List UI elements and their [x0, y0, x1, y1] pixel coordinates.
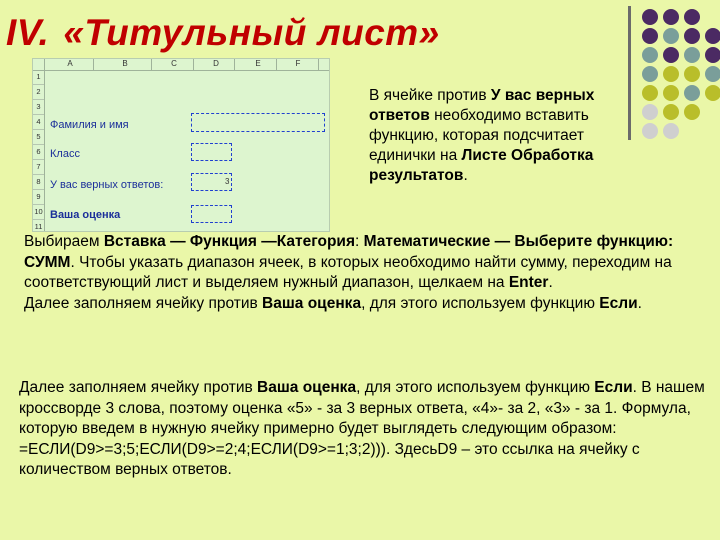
- instruction-paragraph: [24, 232, 714, 314]
- decor-dot: [642, 9, 658, 25]
- column-header-f: F: [295, 59, 301, 68]
- decor-dot: [663, 47, 679, 63]
- text-bold: Ваша оценка: [257, 379, 357, 396]
- decor-dot: [663, 104, 679, 120]
- decor-dot: [705, 28, 720, 44]
- decor-dot: [705, 85, 720, 101]
- class-cell-box: [191, 143, 232, 161]
- decor-dot: [642, 66, 658, 82]
- label-grade: Ваша оценка: [50, 209, 121, 221]
- grade-cell-box: [191, 205, 232, 223]
- column-header-c: C: [171, 59, 177, 68]
- decor-dot: [642, 28, 658, 44]
- text-part: Далее заполняем ячейку против: [24, 294, 263, 312]
- row-number: 4: [36, 117, 41, 126]
- side-text-bold: У вас верных ответов: [369, 87, 595, 124]
- text-part: ЗдесьD9 – это ссылка на ячейку с количеством верных ответов.: [19, 440, 640, 478]
- decor-dot: [663, 85, 679, 101]
- side-text-part: .: [463, 167, 468, 184]
- decor-dot: [684, 47, 700, 63]
- side-text-part: необходимо вставить функцию, которая подсчитает единички на: [369, 107, 589, 164]
- text-part: Далее заполняем ячейку против: [19, 379, 258, 396]
- decor-dot: [684, 28, 700, 44]
- side-text-bold: Листе Обработка результатов: [369, 147, 594, 184]
- decor-dot: [663, 123, 679, 139]
- column-header-d: D: [213, 59, 219, 68]
- decor-dot: [642, 47, 658, 63]
- decor-dot: [663, 28, 679, 44]
- column-header-b: B: [122, 59, 128, 68]
- decor-dot: [684, 66, 700, 82]
- text-part: . В нашем кроссворде 3 слова, поэтому оценка «5» - за 3 верных ответа, «4»- за 2, «3» - за 1. Формула, которую введем в нужную ячейку примерно будет выглядеть следующим образом:: [19, 379, 705, 437]
- decor-dot: [663, 66, 679, 82]
- decor-dot: [684, 85, 700, 101]
- column-header-e: E: [255, 59, 261, 68]
- decor-dot: [663, 9, 679, 25]
- decor-dot: [684, 9, 700, 25]
- text-bold: Математические — Выберите функцию: СУММ: [24, 233, 674, 271]
- text-part: . Чтобы указать диапазон ячеек, в которых необходимо найти сумму, переходим на соответствующий лист и выделяем нужный диапазон, щелкаем на: [24, 253, 672, 291]
- label-correct-answers: У вас верных ответов:: [50, 179, 164, 191]
- decor-dot: [642, 85, 658, 101]
- side-text-part: В ячейке против: [369, 87, 491, 104]
- decor-dot: [705, 47, 720, 63]
- text-bold: Enter: [508, 274, 549, 291]
- column-header-bar: [33, 59, 329, 71]
- text-part: .: [548, 274, 553, 291]
- text-part: Выбираем: [24, 233, 104, 250]
- formula-paragraph: [19, 378, 714, 481]
- slide-number: IV.: [6, 12, 50, 53]
- row-number: 3: [36, 102, 41, 111]
- text-part: .: [637, 294, 642, 312]
- text-bold: Вставка — Функция —Категория: [103, 233, 356, 250]
- text-part: :: [355, 233, 364, 250]
- label-class: Класс: [50, 148, 80, 160]
- decor-dot: [705, 66, 720, 82]
- decor-dot: [642, 123, 658, 139]
- correct-cell-value: 3: [225, 177, 230, 186]
- text-bold: Если: [599, 294, 638, 312]
- row-number: 2: [36, 87, 41, 96]
- row-number: 11: [34, 222, 43, 231]
- formula-text: =ЕСЛИ(D9>=3;5;ЕСЛИ(D9>=2;4;ЕСЛИ(D9>=1;3;2))).: [19, 440, 391, 458]
- decor-dot: [684, 104, 700, 120]
- decor-dot: [642, 104, 658, 120]
- side-text: [369, 86, 631, 186]
- row-number: 1: [36, 72, 41, 81]
- row-header-bar: [33, 70, 45, 231]
- row-number: 9: [36, 192, 41, 201]
- name-cell-box: [191, 113, 325, 132]
- row-number: 6: [36, 147, 41, 156]
- column-header-a: A: [67, 59, 73, 68]
- text-bold: Ваша оценка: [262, 294, 362, 312]
- row-number: 8: [36, 177, 41, 186]
- slide-title-text: «Титульный лист»: [63, 12, 440, 53]
- label-name: Фамилия и имя: [50, 119, 129, 131]
- text-part: , для этого используем функцию: [361, 294, 600, 312]
- text-part: , для этого используем функцию: [356, 379, 595, 396]
- row-number: 10: [34, 207, 43, 216]
- spreadsheet-illustration: [32, 58, 330, 232]
- row-number: 7: [36, 162, 41, 171]
- row-number: 5: [36, 132, 41, 141]
- text-bold: Если: [594, 379, 633, 396]
